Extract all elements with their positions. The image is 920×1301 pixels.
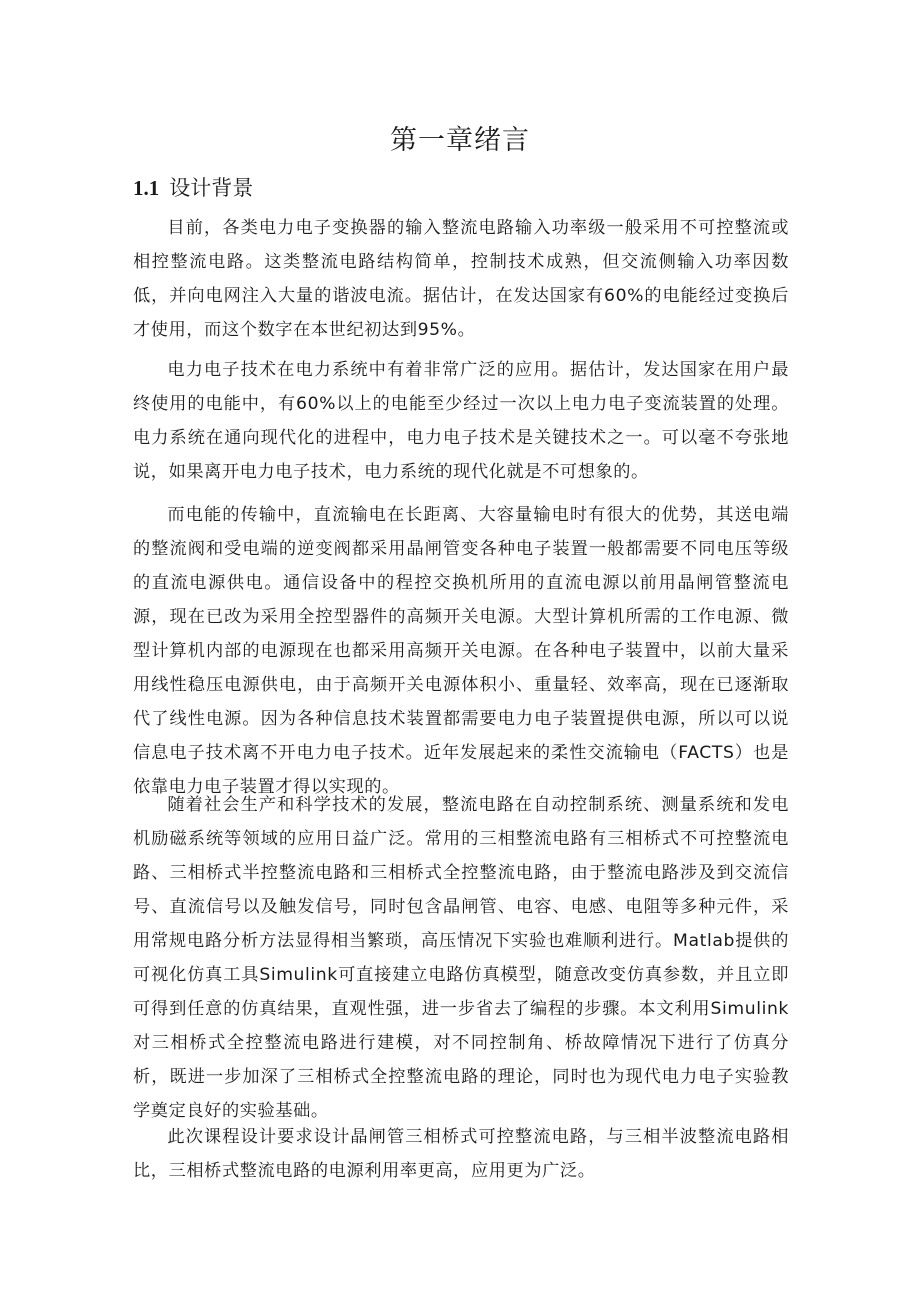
section-heading <box>133 172 253 202</box>
paragraph-5: 此次课程设计要求设计晶闸管三相桥式可控整流电路，与三相半波整流电路相比，三相桥式整流电路的电源利用率更高，应用更为广泛。 <box>133 1127 789 1181</box>
paragraph-3: 而电能的传输中，直流输电在长距离、大容量输电时有很大的优势，其送电端的整流阀和受电端的逆变阀都采用晶闸管变各种电子装置一般都需要不同电压等级的直流电源供电。通信设备中的程控交换机所用的直流电源以前用晶闸管整流电源，现在已改为采用全控型器件的高频开关电源。大型计算机所需的工作电源、微型计算机内部的电源现在也都采用高频开关电源。在各种电子装置中，以前大量采用线性稳压电源供电，由于高频开关电源体积小、重量轻、效率高，现在已逐渐取代了线性电源。因为各种信息技术装置都需要电力电子装置提供电源，所以可以说信息电子技术离不开电力电子技术。近年发展起来的柔性交流输电（FACTS）也是依靠电力电子装置才得以实现的。 <box>133 505 789 797</box>
paragraph-2: 电力电子技术在电力系统中有着非常广泛的应用。据估计，发达国家在用户最终使用的电能中，有60%以上的电能至少经过一次以上电力电子变流装置的处理。电力系统在通向现代化的进程中，电力电子技术是关键技术之一。可以毫不夸张地说，如果离开电力电子技术，电力系统的现代化就是不可想象的。 <box>133 360 789 482</box>
section-title: 设计背景 <box>169 176 254 200</box>
paragraph-4: 随着社会生产和科学技术的发展，整流电路在自动控制系统、测量系统和发电机励磁系统等领域的应用日益广泛。常用的三相整流电路有三相桥式不可控整流电路、三相桥式半控整流电路和三相桥式全控整流电路，由于整流电路涉及到交流信号、直流信号以及触发信号，同时包含晶闸管、电容、电感、电阻等多种元件，采用常规电路分析方法显得相当繁琐，高压情况下实验也难顺利进行。Matlab提供的可视化仿真工具Simulink可直接建立电路仿真模型，随意改变仿真参数，并且立即可得到任意的仿真结果，直观性强，进一步省去了编程的步骤。本文利用Simulink对三相桥式全控整流电路进行建模，对不同控制角、桥故障情况下进行了仿真分析，既进一步加深了三相桥式全控整流电路的理论，同时也为现代电力电子实验教学奠定良好的实验基础。 <box>133 795 789 1121</box>
chapter-title: 第一章绪言 <box>390 125 530 156</box>
paragraph-1: 目前，各类电力电子变换器的输入整流电路输入功率级一般采用不可控整流或相控整流电路。这类整流电路结构简单，控制技术成熟，但交流侧输入功率因数低，并向电网注入大量的谐波电流。据估计，在发达国家有60%的电能经过变换后才使用，而这个数字在本世纪初达到95%。 <box>133 218 789 340</box>
section-number: 1.1 <box>133 176 160 200</box>
